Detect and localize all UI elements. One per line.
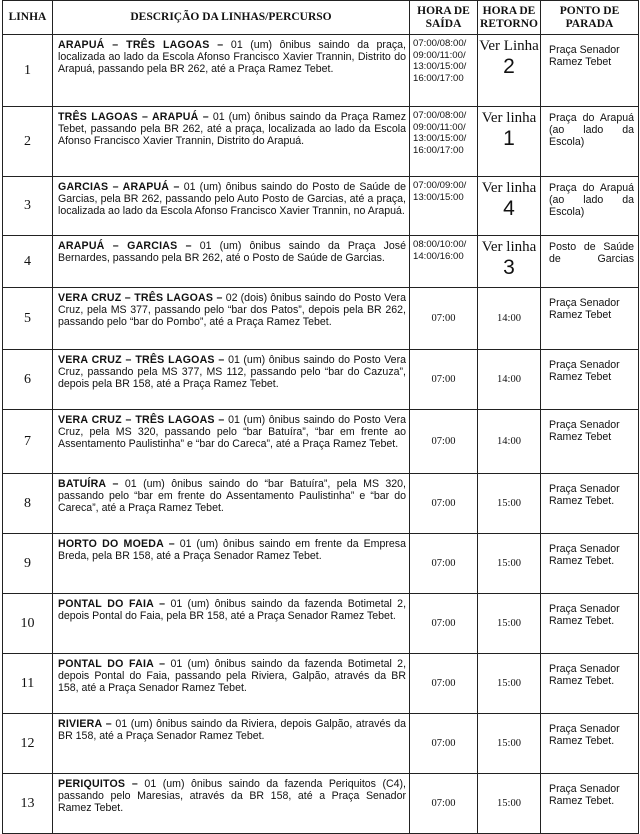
see-line-label: Ver linha [481,110,537,126]
line-text: 01 (um) ônibus saindo do Posto de Saúde de Garcias, pela BR 262, passando pelo Auto Posto de Garcias, até a praça, localizada ao lado da Escola Afonso Francisco Xavier Trannin, no Arapuá. [58,181,406,218]
line-description [53,594,410,654]
line-description [53,236,410,288]
return-reference [478,236,541,288]
line-number: 1 [3,35,53,107]
table-row [3,288,639,350]
departure-time: 07:00 [410,594,478,654]
line-description [53,288,410,350]
departure-time: 07:00 [410,774,478,834]
departure-times: 07:00/09:00/ 13:00/15:00 [410,177,478,236]
departure-time: 07:00 [410,350,478,410]
see-line-number: 3 [503,256,515,279]
stop-point: Praça Senador Ramez Tebet [541,35,639,107]
departure-times: 08:00/10:00/ 14:00/16:00 [410,236,478,288]
line-number: 11 [3,654,53,714]
line-text: 01 (um) ônibus saindo da fazenda Periquitos (C4), passando pelo Maresias, através da BR 158, até a Praça Senador Ramez Tebet. [58,778,406,815]
stop-point: Praça Senador Ramez Tebet. [541,594,639,654]
header-linha: LINHA [3,1,53,35]
table-row [3,35,639,107]
return-time: 14:00 [478,410,541,474]
line-description [53,654,410,714]
line-description [53,534,410,594]
departure-time: 07:00 [410,534,478,594]
return-reference [478,177,541,236]
line-title: TRÊS LAGOAS – ARAPUÁ – [58,111,209,123]
line-text: 01 (um) ônibus saindo da Riviera, depois Galpão, através da BR 158, até a Praça Senador Ramez Tebet. [58,718,406,743]
see-line-number: 2 [503,55,515,78]
stop-point: Praça Senador Ramez Tebet. [541,654,639,714]
line-title: BATUÍRA – [58,478,119,490]
line-number: 6 [3,350,53,410]
line-number: 3 [3,177,53,236]
line-number: 8 [3,474,53,534]
return-time: 15:00 [478,594,541,654]
bus-lines-table [2,0,639,834]
stop-point: Praça Senador Ramez Tebet. [541,714,639,774]
departure-time: 07:00 [410,474,478,534]
line-description [53,410,410,474]
line-description [53,774,410,834]
line-title: HORTO DO MOEDA – [58,538,175,550]
header-parada: PONTO DE PARADA [541,1,639,35]
stop-point: Praça Senador Ramez Tebet. [541,774,639,834]
line-number: 12 [3,714,53,774]
departure-time: 07:00 [410,714,478,774]
stop-point: Praça Senador Ramez Tebet [541,288,639,350]
line-title: RIVIERA – [58,718,112,730]
header-row [3,1,639,35]
header-saida: HORA DE SAÍDA [410,1,478,35]
line-text: 01 (um) ônibus saindo da fazenda Botimetal 2, depois Pontal do Faia, pela BR 158, até a Praça Senador Ramez Tebet. [58,598,407,623]
line-number: 13 [3,774,53,834]
table-row [3,714,639,774]
return-time: 14:00 [478,288,541,350]
line-description [53,350,410,410]
return-time: 15:00 [478,714,541,774]
line-description [53,107,410,177]
line-text: 01 (um) ônibus saindo do Posto Vera Cruz, pela MS 320, passando pelo “bar Batuíra”, “bar em frente ao Assentamento Paulistinha” e “bar do Careca”, até a Praça Ramez Tebet. [58,414,406,451]
table-row [3,594,639,654]
see-line-number: 1 [503,127,515,150]
table-row [3,350,639,410]
stop-point: Posto de Saúde de Garcias [541,236,639,288]
return-reference [478,35,541,107]
line-number: 7 [3,410,53,474]
line-text: 01 (um) ônibus saindo da fazenda Botimetal 2, depois Pontal do Faia, passando pela Riviera, Galpão, através da BR 158, até a Praça Senador Ramez Tebet. [58,658,407,695]
line-text: 01 (um) ônibus saindo da Praça Ramez Tebet, passando pela BR 262, até a praça, localizada ao lado da Escola Afonso Francisco Xavier Trannin, Distrito do Arapuá. [58,111,406,148]
line-text: 01 (um) ônibus saindo em frente da Empresa Breda, pela BR 158, até a Praça Senador Ramez Tebet. [58,538,406,563]
line-number: 10 [3,594,53,654]
see-line-label: Ver linha [481,239,537,255]
departure-time: 07:00 [410,654,478,714]
line-text: 01 (um) ônibus saindo do “bar Batuíra”, pela MS 320, passando pelo “bar em frente do Assentamento Paulistinha” e “bar do Careca”, até a Praça Ramez Tebet. [58,478,406,515]
see-line-label: Ver linha [481,180,537,196]
line-title: VERA CRUZ – TRÊS LAGOAS – [58,414,225,426]
line-number: 9 [3,534,53,594]
line-number: 4 [3,236,53,288]
line-text: 01 (um) ônibus saindo da Praça José Bernardes, passando pela BR 262, até o Posto de Saúde de Garcias. [58,240,406,265]
stop-point: Praça do Arapuá (ao lado da Escola) [541,177,639,236]
line-title: ARAPUÁ – GARCIAS – [58,240,192,252]
see-line-number: 4 [503,197,515,220]
line-description [53,474,410,534]
stop-point: Praça Senador Ramez Tebet. [541,474,639,534]
table-row [3,774,639,834]
departure-times: 07:00/08:00/ 09:00/11:00/ 13:00/15:00/ 16:00/17:00 [410,35,478,107]
line-description [53,714,410,774]
stop-point: Praça Senador Ramez Tebet [541,410,639,474]
table-row [3,236,639,288]
departure-time: 07:00 [410,288,478,350]
line-title: PONTAL DO FAIA – [58,598,166,610]
stop-point: Praça Senador Ramez Tebet [541,350,639,410]
stop-point: Praça do Arapuá (ao lado da Escola) [541,107,639,177]
line-description [53,35,410,107]
line-text: 01 (um) ônibus saindo do Posto Vera Cruz, passando pela MS 377, MS 112, passando pelo “bar do Cazuza”, depois pela BR 158, até a Praça Ramez Tebet. [58,354,406,391]
return-time: 15:00 [478,654,541,714]
line-title: PONTAL DO FAIA – [58,658,166,670]
line-title: GARCIAS – ARAPUÁ – [58,181,180,193]
table-row [3,107,639,177]
see-line-label: Ver Linha [479,38,539,54]
header-retorno: HORA DE RETORNO [478,1,541,35]
return-time: 15:00 [478,534,541,594]
return-time: 14:00 [478,350,541,410]
line-number: 2 [3,107,53,177]
table-row [3,474,639,534]
line-title: VERA CRUZ – TRÊS LAGOAS – [58,292,223,304]
table-row [3,534,639,594]
table-row [3,654,639,714]
line-text: 01 (um) ônibus saindo da praça, localizada ao lado da Escola Afonso Francisco Xavier Trannin, Distrito do Arapuá, passando pela BR 262, até a Praça Ramez Tebet. [58,39,406,76]
return-reference [478,107,541,177]
departure-times: 07:00/08:00/ 09:00/11:00/ 13:00/15:00/ 16:00/17:00 [410,107,478,177]
line-title: PERIQUITOS – [58,778,138,790]
return-time: 15:00 [478,474,541,534]
return-time: 15:00 [478,774,541,834]
line-number: 5 [3,288,53,350]
stop-point: Praça Senador Ramez Tebet. [541,534,639,594]
line-title: ARAPUÁ – TRÊS LAGOAS – [58,39,224,51]
table-row [3,177,639,236]
header-descricao: DESCRIÇÃO DA LINHAS/PERCURSO [53,1,410,35]
line-title: VERA CRUZ – TRÊS LAGOAS – [58,354,225,366]
table-row [3,410,639,474]
line-description [53,177,410,236]
line-text: 02 (dois) ônibus saindo do Posto Vera Cruz, pela MS 377, passando pelo “bar dos Patos”, depois pela BR 262, passando pelo “bar do Pombo”, até a Praça Ramez Tebet. [58,292,406,329]
departure-time: 07:00 [410,410,478,474]
